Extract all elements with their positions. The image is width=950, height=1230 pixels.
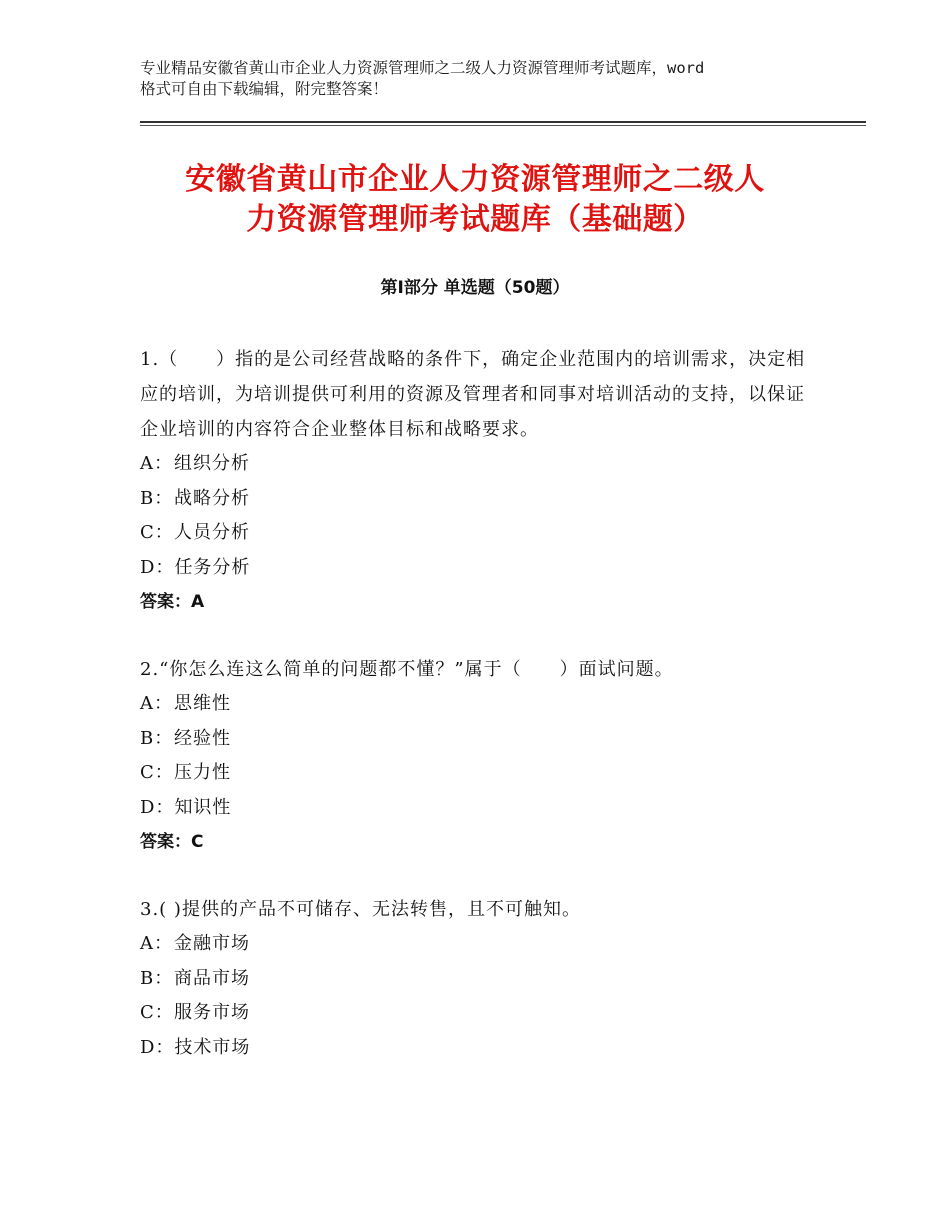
option-key: D： <box>140 796 175 818</box>
header-rule <box>140 121 866 123</box>
option-text: 商品市场 <box>174 967 250 989</box>
option-text: 战略分析 <box>174 487 250 509</box>
question-list <box>140 342 808 1098</box>
question-1 <box>140 342 808 619</box>
document-title <box>120 160 830 240</box>
option-key: B： <box>140 967 174 989</box>
option-key: C： <box>140 1002 174 1023</box>
question-3 <box>140 892 808 1065</box>
option-text: 服务市场 <box>174 1002 250 1023</box>
option-key: D： <box>140 556 175 578</box>
page-header <box>140 58 840 100</box>
document-title-line-2: 力资源管理师考试题库（基础题） <box>246 202 704 237</box>
question-2 <box>140 652 808 859</box>
option-text: 知识性 <box>174 796 232 818</box>
option-d <box>140 1031 808 1066</box>
option-d <box>140 791 808 826</box>
option-d <box>140 551 808 586</box>
option-c <box>140 996 808 1031</box>
option-a <box>140 927 808 962</box>
document-title-line-1: 安徽省黄山市企业人力资源管理师之二级人 <box>185 162 765 197</box>
option-key: B： <box>140 487 174 509</box>
option-key: D： <box>140 1036 175 1058</box>
header-line-1: 专业精品安徽省黄山市企业人力资源管理师之二级人力资源管理师考试题库，word <box>140 59 705 77</box>
option-a <box>140 447 808 482</box>
option-b <box>140 962 808 997</box>
option-text: 技术市场 <box>174 1036 251 1058</box>
option-key: C： <box>140 762 174 783</box>
option-text: 经验性 <box>174 727 231 749</box>
answer: 答案：A <box>140 592 205 612</box>
option-text: 金融市场 <box>174 933 250 954</box>
header-line-2: 格式可自由下载编辑，附完整答案！ <box>140 80 389 98</box>
answer: 答案：C <box>140 832 204 852</box>
option-text: 任务分析 <box>174 556 251 578</box>
option-key: A： <box>140 693 173 714</box>
option-a <box>140 687 808 722</box>
option-b <box>140 482 808 517</box>
question-stem: 2.“你怎么连这么简单的问题都不懂？”属于（ ）面试问题。 <box>140 659 674 680</box>
header-rule-thin <box>140 125 866 126</box>
option-text: 人员分析 <box>174 522 250 543</box>
option-key: C： <box>140 522 174 543</box>
option-key: A： <box>140 933 173 954</box>
question-stem: 3.( )提供的产品不可储存、无法转售，且不可触知。 <box>140 899 581 920</box>
question-stem: 1.（ ）指的是公司经营战略的条件下，确定企业范围内的培训需求，决定相应的培训，为培训提供可利用的资源及管理者和同事对培训活动的支持，以保证企业培训的内容符合企业整体目标和战略要求。 <box>140 349 806 440</box>
option-text: 组织分析 <box>174 453 250 474</box>
option-text: 思维性 <box>174 693 231 714</box>
option-text: 压力性 <box>174 762 231 783</box>
option-c <box>140 756 808 791</box>
option-b <box>140 722 808 757</box>
section-heading: 第Ⅰ部分 单选题（50题） <box>380 278 570 298</box>
option-key: A： <box>140 453 173 474</box>
option-c <box>140 516 808 551</box>
option-key: B： <box>140 727 174 749</box>
